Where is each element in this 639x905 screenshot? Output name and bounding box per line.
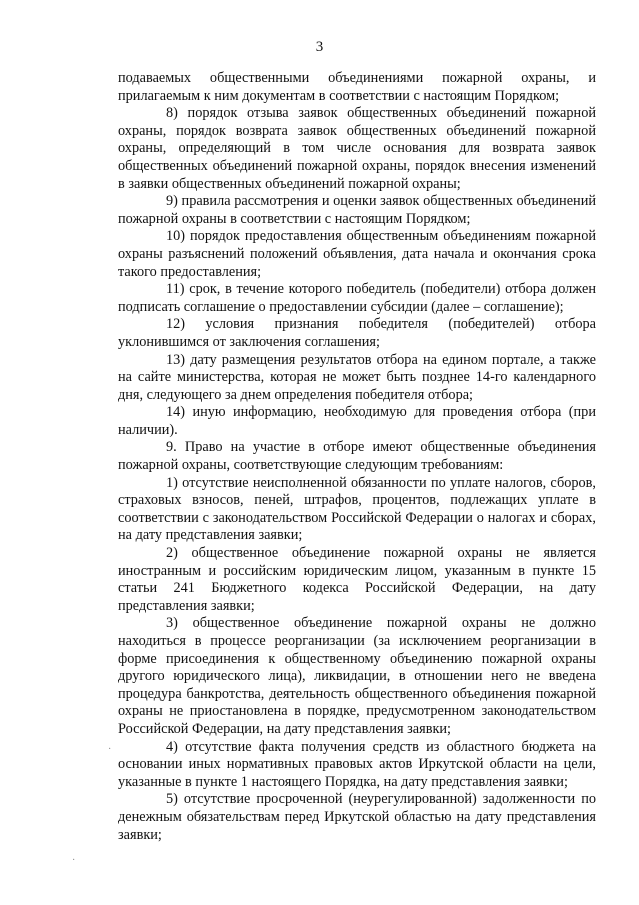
paragraph: 10) порядок предоставления общественным объединениям пожарной охраны разъяснений положений объявления, дата начала и окончания срока такого предоставления; <box>118 228 596 280</box>
scan-speck: · <box>108 744 112 755</box>
paragraph: 4) отсутствие факта получения средств из областного бюджета на основании иных нормативных правовых актов Иркутской области на цели, указанные в пункте 1 настоящего Порядка, на дату представления заявки; <box>118 738 596 790</box>
paragraph: 11) срок, в течение которого победитель (победители) отбора должен подписать соглашение о предоставлении субсидии (далее – соглашение); <box>118 281 596 315</box>
paragraph: 8) порядок отзыва заявок общественных объединений пожарной охраны, порядок возврата заявок общественных объединений пожарной охраны, определяющий в том числе основания для возврата заявок общественных объединений пожарной охраны, порядок внесения изменений в заявки общественных объединений пожарной охраны; <box>118 105 596 192</box>
paragraph: 12) условия признания победителя (победителей) отбора уклонившимся от заключения соглашения; <box>118 316 596 350</box>
page-number: 3 <box>315 39 324 55</box>
paragraph: 9. Право на участие в отборе имеют общественные объединения пожарной охраны, соответствующие следующим требованиям: <box>118 439 596 474</box>
document-body <box>118 70 596 844</box>
paragraph: 2) общественное объединение пожарной охраны не является иностранным и российским юридическим лицом, указанным в пункте 15 статьи 241 Бюджетного кодекса Российской Федерации, на дату представления заявки; <box>118 545 596 614</box>
scan-speck: · <box>72 855 76 866</box>
paragraph: 14) иную информацию, необходимую для проведения отбора (при наличии). <box>118 404 596 438</box>
paragraph: подаваемых общественными объединениями пожарной охраны, и прилагаемым к ним документам в соответствии с настоящим Порядком; <box>118 70 596 104</box>
paragraph: 13) дату размещения результатов отбора на едином портале, а также на сайте министерства, которая не может быть позднее 14-го календарного дня, следующего за днем определения победителя отбора; <box>118 351 596 403</box>
paragraph: 3) общественное объединение пожарной охраны не должно находиться в процессе реорганизации (за исключением реорганизации в форме присоединения к общественному объединению пожарной охраны другого юридического лица), ликвидации, в отношении него не введена процедура банкротства, деятельность общественного объединения пожарной охраны не приостановлена в порядке, предусмотренном законодательством Российской Федерации, на дату представления заявки; <box>118 615 596 737</box>
paragraph: 5) отсутствие просроченной (неурегулированной) задолженности по денежным обязательствам перед Иркутской областью на дату представления заявки; <box>118 791 596 843</box>
paragraph: 1) отсутствие неисполненной обязанности по уплате налогов, сборов, страховых взносов, пеней, штрафов, процентов, подлежащих уплате в соответствии с законодательством Российской Федерации о налогах и сборах, на дату представления заявки; <box>118 474 596 544</box>
paragraph: 9) правила рассмотрения и оценки заявок общественных объединений пожарной охраны в соответствии с настоящим Порядком; <box>118 193 596 227</box>
